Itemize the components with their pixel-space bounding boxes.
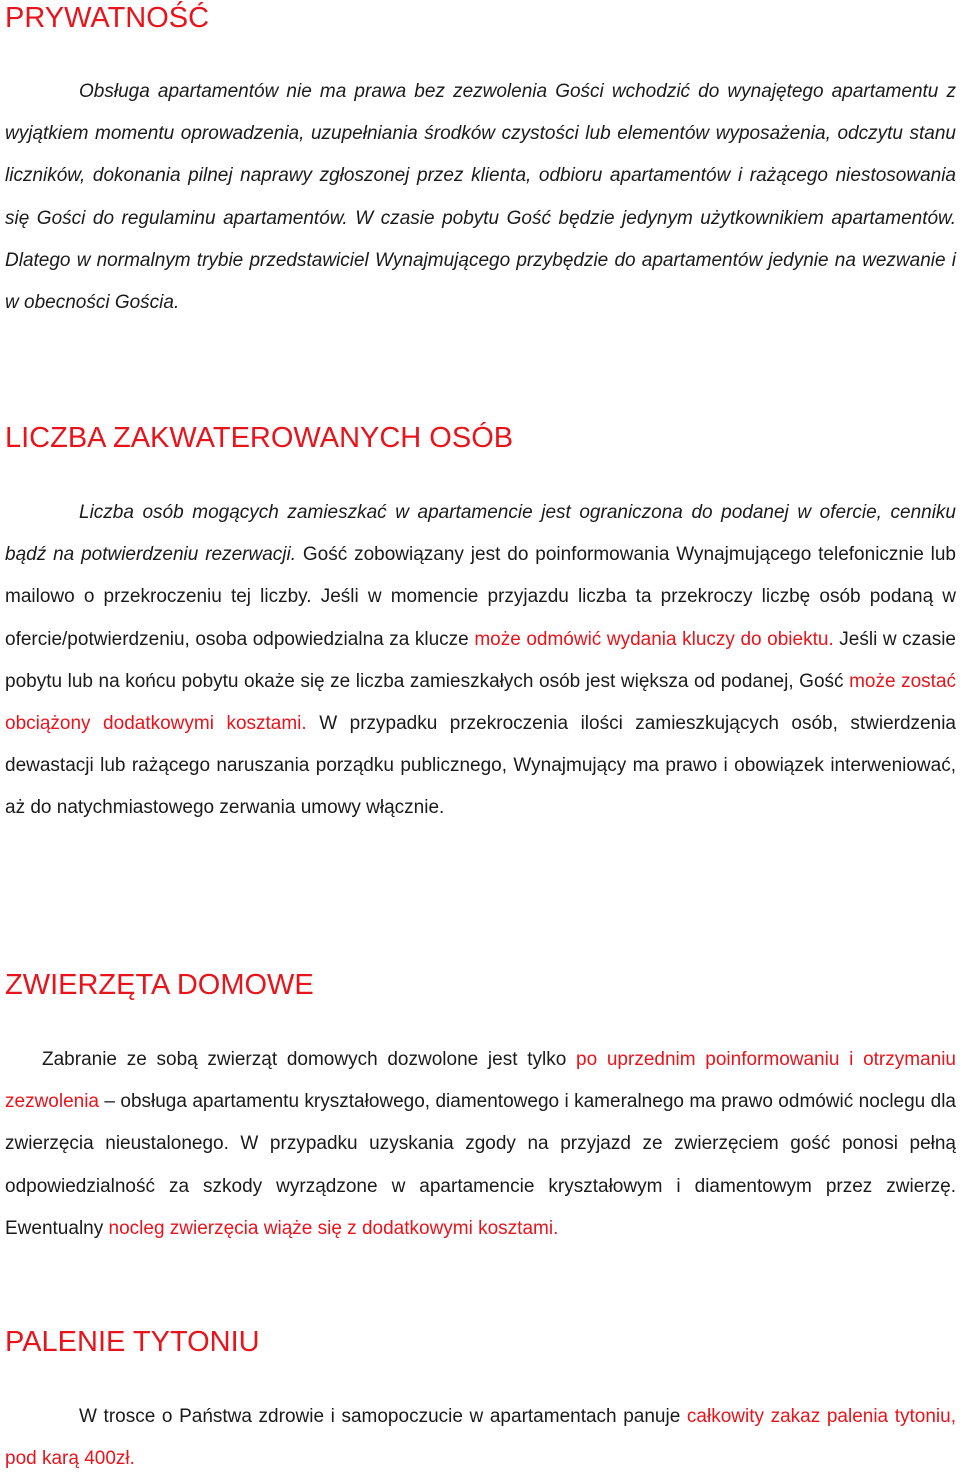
privacy-sentence-3: Dlatego w normalnym trybie przedstawiciel Wynajmującego przybędzie do apartamentów jedynie na wezwanie i w obecności Gościa.	[5, 249, 956, 314]
occupancy-warning-keys: może odmówić wydania kluczy do obiektu.	[474, 628, 834, 650]
section-paragraph-occupancy	[5, 492, 956, 830]
occupancy-sentence-3: Jeśli w momencie przyjazdu liczba ta przekroczy liczbę osób podaną w ofercie/potwierdzeniu, osoba odpowiedzialna za klucze	[5, 586, 956, 650]
occupancy-sentence-4: Jeśli w czasie pobytu lub na końcu pobytu okaże się ze liczba zamieszkałych osób jest większa od podanej, Gość	[5, 628, 956, 692]
section-title-pets: ZWIERZĘTA DOMOWE	[5, 969, 314, 1001]
section-title-occupancy: LICZBA ZAKWATEROWANYCH OSÓB	[5, 422, 514, 454]
pets-warning-costs: nocleg zwierzęcia wiąże się z dodatkowymi kosztami.	[108, 1217, 559, 1239]
section-paragraph-privacy	[5, 71, 956, 324]
section-paragraph-pets	[5, 1039, 956, 1250]
occupancy-sentence-2: Gość zobowiązany jest do poinformowania Wynajmującego telefonicznie lub mailowo o przekroczeniu tej liczby.	[5, 544, 956, 608]
occupancy-sentence-1: Liczba osób mogących zamieszkać w apartamencie jest ograniczona do podanej w ofercie, cenniku bądź na potwierdzeniu rezerwacji.	[5, 502, 956, 566]
pets-sentence-2: – obsługa apartamentu kryształowego, diamentowego i kameralnego ma prawo odmówić noclegu dla zwierzęcia nieustalonego. W przypadku uzyskania zgody na przyjazd ze zwierzęciem gość ponosi pełną odpowiedzialność za szkody wyrządzone w apartamencie kryształowym i diamentowym przez zwierzę. Ewentualny	[5, 1091, 956, 1239]
occupancy-sentence-5: W przypadku przekroczenia ilości zamieszkujących osób, stwierdzenia dewastacji lub rażącego naruszania porządku publicznego, Wynajmujący ma prawo i obowiązek interweniować, aż do natychmiastowego zerwania umowy włącznie.	[5, 713, 956, 819]
smoking-warning-ban: całkowity zakaz palenia tytoniu, pod karą 400zł.	[5, 1406, 956, 1470]
privacy-sentence-2: W czasie pobytu Gość będzie jedynym użytkownikiem apartamentów.	[347, 207, 956, 229]
privacy-sentence-1: Obsługa apartamentów nie ma prawa bez zezwolenia Gości wchodzić do wynajętego apartamentu z wyjątkiem momentu oprowadzenia, uzupełniania środków czystości lub elementów wyposażenia, odczytu stanu liczników, dokonania pilnej naprawy zgłoszonej przez klienta, odbioru apartamentów i rażącego niestosowania się Gości do regulaminu apartamentów.	[5, 81, 956, 229]
section-paragraph-smoking	[5, 1396, 956, 1480]
occupancy-warning-costs: może zostać obciążony dodatkowymi kosztami.	[5, 670, 957, 735]
pets-warning-permission: po uprzednim poinformowaniu i otrzymaniu zezwolenia	[5, 1049, 956, 1113]
smoking-sentence-1: W trosce o Państwa zdrowie i samopoczucie w apartamentach panuje	[79, 1406, 687, 1427]
section-title-privacy: PRYWATNOŚĆ	[5, 2, 210, 34]
section-title-smoking: PALENIE TYTONIU	[5, 1326, 260, 1358]
pets-sentence-1: Zabranie ze sobą zwierząt domowych dozwolone jest tylko	[42, 1049, 576, 1070]
